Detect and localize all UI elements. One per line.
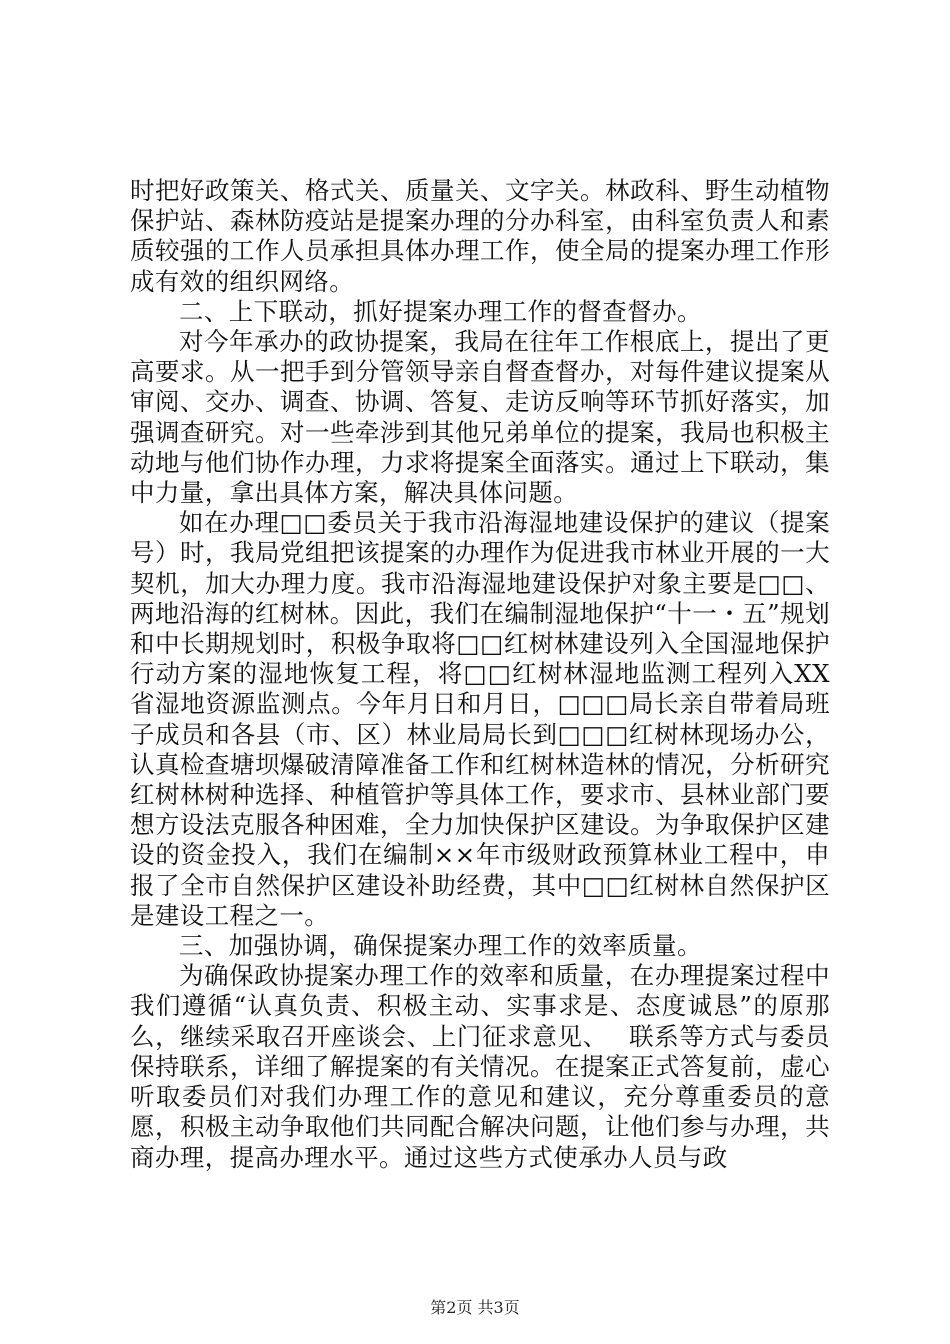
paragraph-coordination: 为确保政协提案办理工作的效率和质量，在办理提案过程中我们遵循“认真负责、积极主动、实事求是、态度诚恳”的原那么，继续采取召开座谈会、上门征求意见、 联系等方式与委员保持联系，详细了解提案的有关情况。在提案正式答复前，虚心听取委员们对我们办理工作的意见和建议，充分尊重委员的意愿，积极主动争取他们共同配合解决问题，让他们参与办理，共商办理，提高办理水平。通过这些方式使承办人员与政: [130, 961, 830, 1172]
section-heading-2: 二、上下联动，抓好提案办理工作的督查督办。: [179, 296, 702, 326]
section-heading-3: 三、加强协调，确保提案办理工作的效率质量。: [179, 931, 702, 961]
page-footer: 第2页 共3页: [430, 1298, 520, 1317]
paragraph-continuation: 时把好政策关、格式关、质量关、文字关。林政科、野生动植物保护站、森林防疫站是提案办理的分办科室，由科室负责人和素质较强的工作人员承担具体办理工作，使全局的提案办理工作形成有效的组织网络。: [130, 176, 830, 296]
paragraph-wetland-example: 如在办理□□委员关于我市沿海湿地建设保护的建议（提案号）时，我局党组把该提案的办理作为促进我市林业开展的一大契机，加大办理力度。我市沿海湿地建设保护对象主要是□□、两地沿海的红树林。因此，我们在编制湿地保护“十一・五”规划和中长期规划时，积极争取将□□红树林建设列入全国湿地保护行动方案的湿地恢复工程，将□□红树林湿地监测工程列入XX省湿地资源监测点。今年月日和月日，□□□局长亲自带着局班子成员和各县（市、区）林业局局长到□□□红树林现场办公，认真检查塘坝爆破清障准备工作和红树林造林的情况，分析研究红树林树种选择、种植管护等具体工作，要求市、县林业部门要想方设法克服各种困难，全力加快保护区建设。为争取保护区建设的资金投入，我们在编制××年市级财政预算林业工程中，申报了全市自然保护区建设补助经费，其中□□红树林自然保护区是建设工程之一。: [130, 508, 830, 930]
paragraph-supervision: 对今年承办的政协提案，我局在往年工作根底上，提出了更高要求。从一把手到分管领导亲自督查督办，对每件建议提案从审阅、交办、调查、协调、答复、走访反响等环节抓好落实，加强调查研究。对一些牵涉到其他兄弟单位的提案，我局也积极主动地与他们协作办理，力求将提案全面落实。通过上下联动，集中力量，拿出具体方案，解决具体问题。: [130, 327, 830, 508]
document-body: [130, 176, 830, 1173]
